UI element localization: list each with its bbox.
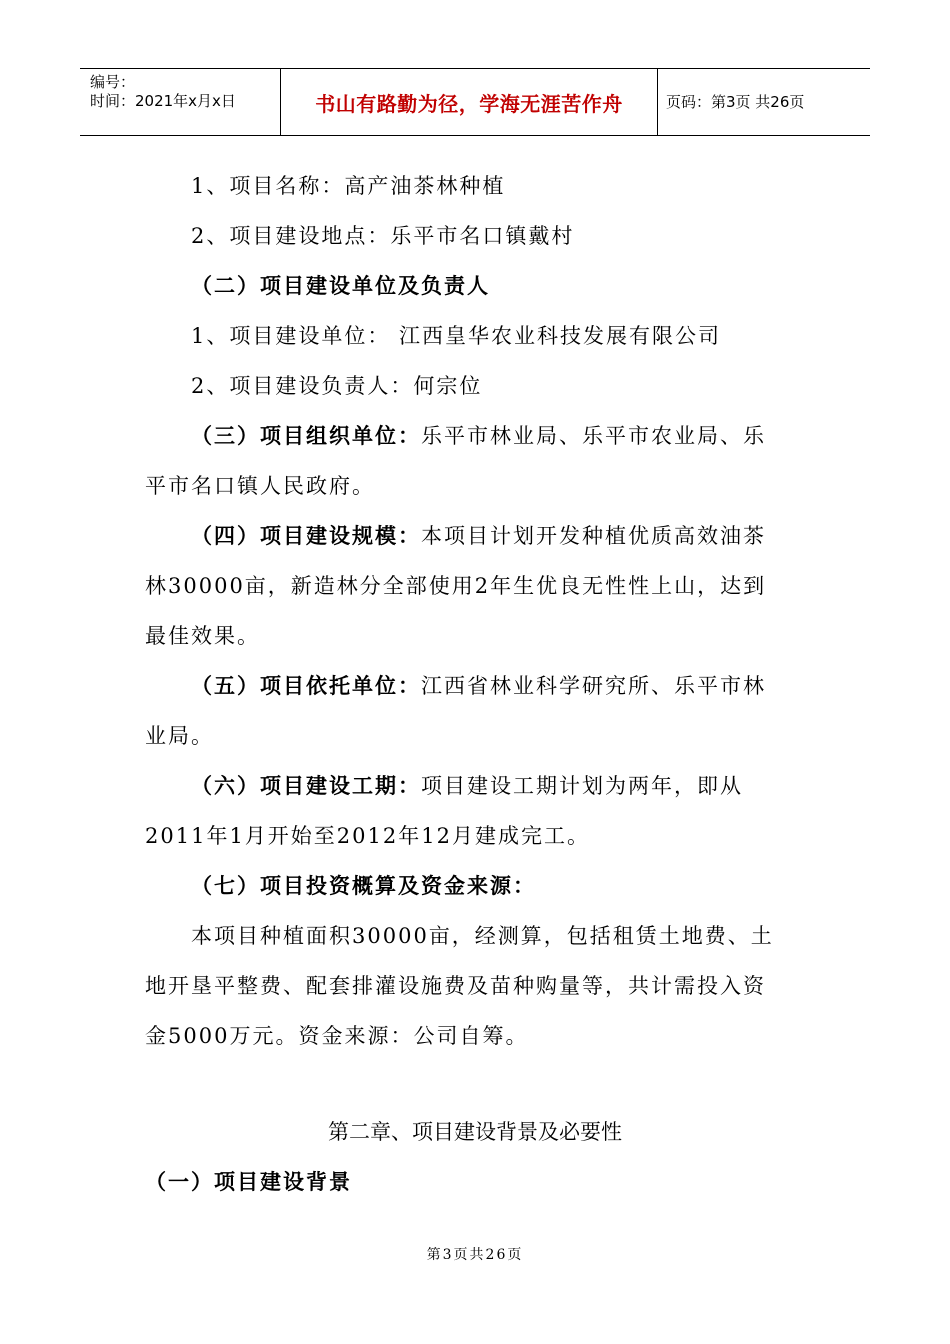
project-leader-line: 2、项目建设负责人：何宗位	[191, 374, 483, 398]
scale-line-3: 最佳效果。	[145, 624, 260, 648]
section-heading-7: （七）项目投资概算及资金来源：	[191, 874, 536, 898]
support-unit-heading: （五）项目依托单位：	[191, 674, 421, 698]
period-line	[145, 772, 851, 800]
investment-line-3: 金5000万元。资金来源：公司自筹。	[145, 1024, 529, 1048]
header-page-label: 页码：第3页 共26页	[666, 92, 805, 111]
scale-text: 本项目计划开发种植优质高效油茶	[421, 524, 766, 548]
org-unit-line-2: 平市名口镇人民政府。	[145, 474, 375, 498]
section-heading-2: （二）项目建设单位及负责人	[191, 274, 490, 298]
header-motto-cell	[280, 69, 658, 135]
header-left-cell	[80, 69, 280, 135]
investment-line-2: 地开垦平整费、配套排灌设施费及苗种购量等，共计需投入资	[145, 974, 766, 998]
page-footer: 第3页共26页	[426, 1247, 524, 1263]
investment-line: 本项目种植面积30000亩，经测算，包括租赁土地费、土	[191, 924, 774, 948]
scale-line-2: 林30000亩，新造林分全部使用2年生优良无性性上山，达到	[145, 574, 767, 598]
project-name-line: 1、项目名称：高产油茶林种植	[191, 174, 506, 198]
document-number-label: 编号：	[90, 73, 136, 91]
project-location-line: 2、项目建设地点：乐平市名口镇戴村	[191, 224, 575, 248]
project-unit-line: 1、项目建设单位： 江西皇华农业科技发展有限公司	[191, 324, 722, 348]
support-unit-line-2: 业局。	[145, 724, 214, 748]
scale-heading: （四）项目建设规模：	[191, 524, 421, 548]
support-unit-line	[145, 672, 851, 700]
page-header	[80, 68, 870, 136]
period-line-2: 2011年1月开始至2012年12月建成完工。	[145, 824, 590, 848]
header-motto: 书山有路勤为径，学海无涯苦作舟	[315, 91, 623, 116]
section-heading-background: （一）项目建设背景	[145, 1170, 352, 1194]
org-unit-line	[145, 422, 851, 450]
chapter-title: 第二章、项目建设背景及必要性	[328, 1120, 622, 1144]
period-text: 项目建设工期计划为两年，即从	[421, 774, 743, 798]
org-unit-heading: （三）项目组织单位：	[191, 424, 421, 448]
period-heading: （六）项目建设工期：	[191, 774, 421, 798]
support-unit-text: 江西省林业科学研究所、乐平市林	[421, 674, 766, 698]
org-unit-text: 乐平市林业局、乐平市农业局、乐	[421, 424, 766, 448]
header-right-cell	[658, 69, 870, 135]
scale-line	[145, 522, 851, 550]
document-date-label: 时间：2021年x月x日	[90, 92, 236, 110]
